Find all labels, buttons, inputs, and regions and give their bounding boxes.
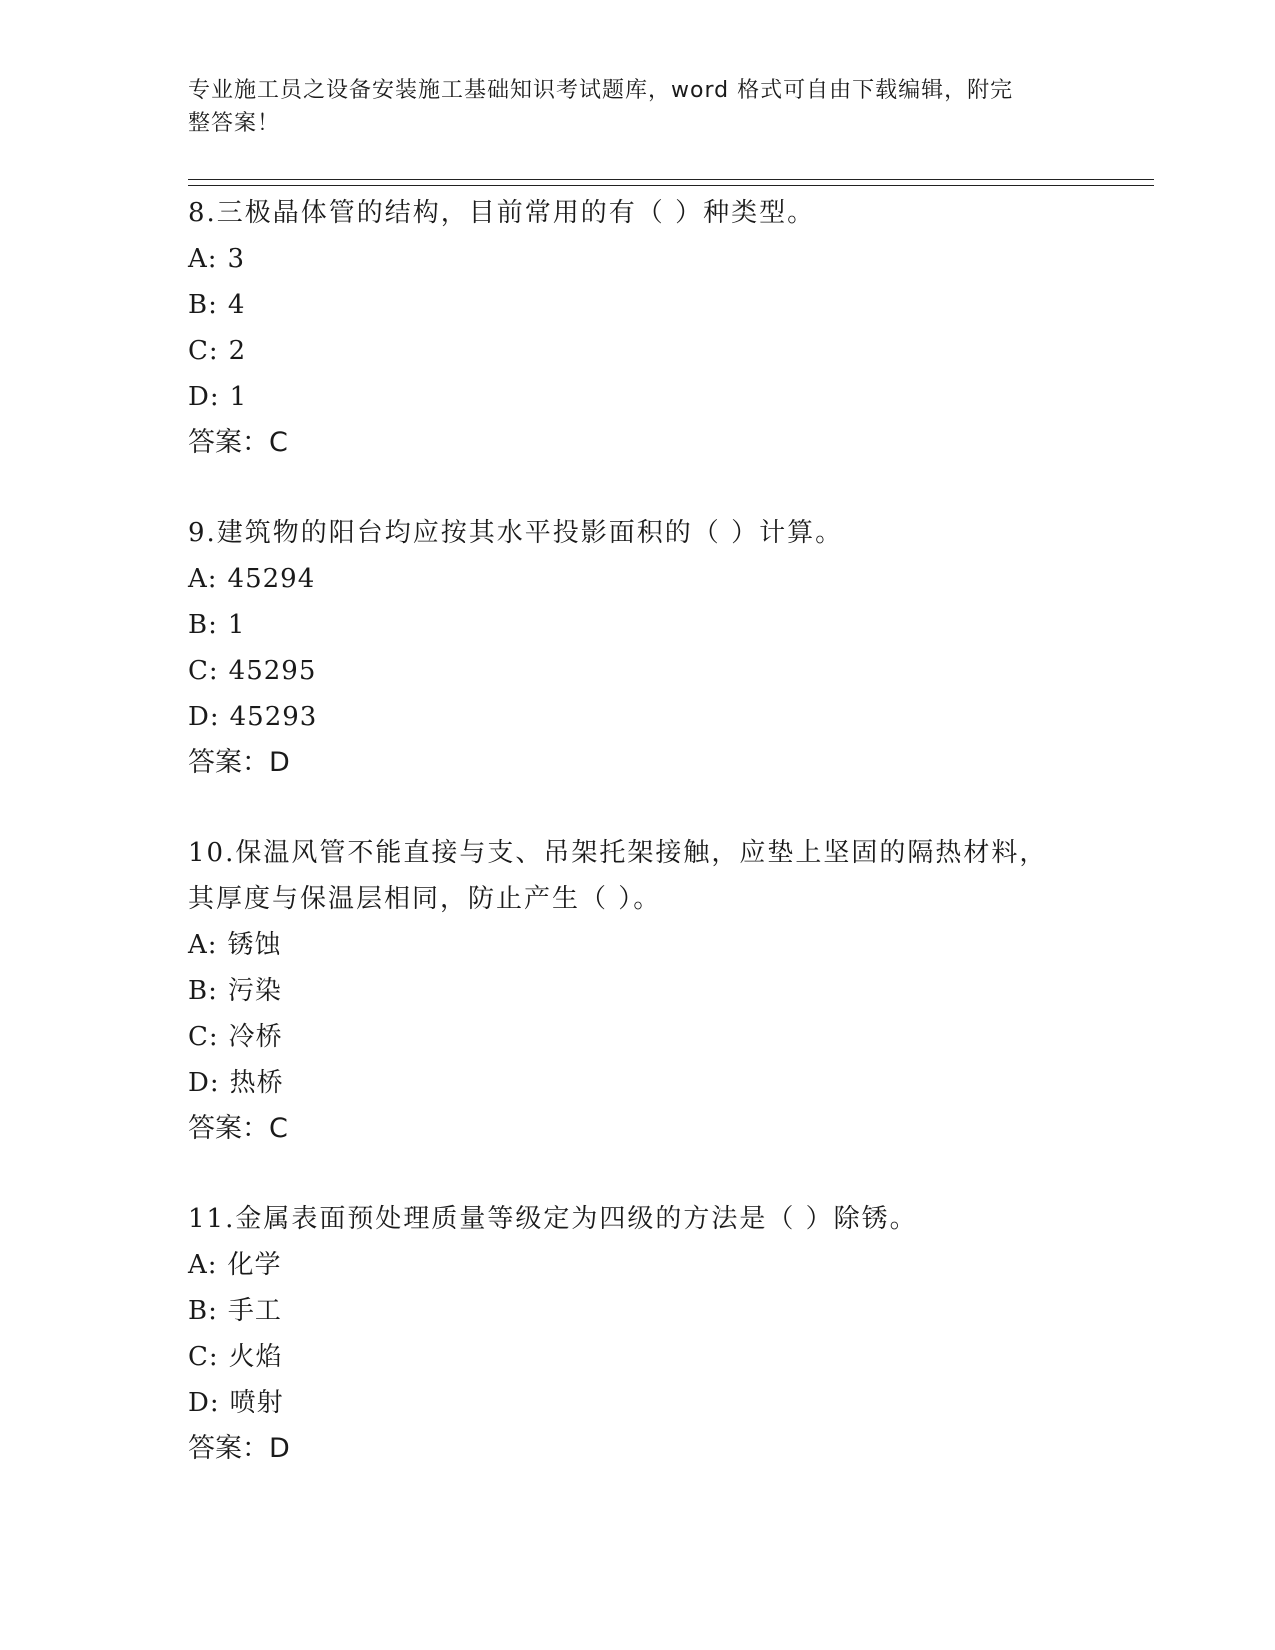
answer-label: 答案： [188,1113,269,1144]
option-d [188,1060,1088,1106]
answer-line [188,740,1088,786]
option-c [188,1334,1088,1380]
option-a [188,1242,1088,1288]
option-b [188,968,1088,1014]
header-line-2: 整答案！ [188,111,281,136]
option-value: 2 [228,336,247,366]
option-value: 污染 [227,976,282,1006]
option-letter: B: [188,976,218,1006]
answer-value: D [269,1433,290,1464]
option-letter: D: [188,702,220,732]
answer-value: D [269,747,290,778]
document-header [188,74,1068,140]
option-c [188,1014,1088,1060]
option-value: 冷桥 [228,1022,283,1052]
answer-line [188,1426,1088,1472]
option-letter: C: [188,1342,219,1372]
option-d [188,374,1088,420]
option-c [188,328,1088,374]
answer-value: C [269,1113,288,1144]
option-letter: C: [188,336,219,366]
option-value: 1 [227,610,246,640]
option-a [188,556,1088,602]
option-d [188,694,1088,740]
option-value: 手工 [227,1296,282,1326]
option-value: 热桥 [229,1068,284,1098]
question-stem-line-1: 10.保温风管不能直接与支、吊架托架接触，应垫上坚固的隔热材料， [188,838,1048,868]
option-b [188,602,1088,648]
answer-label: 答案： [188,747,269,778]
question-10 [188,830,1088,1152]
option-letter: D: [188,1068,220,1098]
option-value: 45295 [228,656,317,686]
option-value: 喷射 [229,1388,284,1418]
question-11 [188,1196,1088,1472]
header-divider-top [188,179,1154,180]
question-stem-line-2: 其厚度与保温层相同，防止产生（ ）。 [188,884,662,914]
option-c [188,648,1088,694]
option-letter: B: [188,290,218,320]
question-8 [188,190,1088,466]
option-letter: B: [188,1296,218,1326]
option-b [188,1288,1088,1334]
option-value: 45294 [227,564,316,594]
option-value: 化学 [227,1250,282,1280]
option-value: 45293 [229,702,318,732]
answer-line [188,1106,1088,1152]
question-list [188,190,1088,1472]
question-stem: 11.金属表面预处理质量等级定为四级的方法是（ ）除锈。 [188,1204,918,1234]
question-stem: 8.三极晶体管的结构，目前常用的有（ ）种类型。 [188,198,816,228]
option-d [188,1380,1088,1426]
option-letter: D: [188,1388,220,1418]
option-a [188,236,1088,282]
answer-label: 答案： [188,1433,269,1464]
option-letter: B: [188,610,218,640]
option-value: 3 [227,244,246,274]
option-value: 4 [227,290,246,320]
option-letter: D: [188,382,220,412]
option-letter: A: [188,930,218,960]
answer-value: C [269,427,288,458]
question-9 [188,510,1088,786]
option-value: 锈蚀 [227,930,282,960]
answer-label: 答案： [188,427,269,458]
option-letter: A: [188,1250,218,1280]
option-letter: A: [188,564,218,594]
option-letter: A: [188,244,218,274]
question-stem: 9.建筑物的阳台均应按其水平投影面积的（ ）计算。 [188,518,844,548]
answer-line [188,420,1088,466]
option-b [188,282,1088,328]
option-letter: C: [188,1022,219,1052]
header-divider-bottom [188,185,1154,186]
option-a [188,922,1088,968]
option-value: 火焰 [228,1342,283,1372]
option-letter: C: [188,656,219,686]
header-line-1: 专业施工员之设备安装施工基础知识考试题库，word 格式可自由下载编辑，附完 [188,78,1014,103]
option-value: 1 [229,382,248,412]
